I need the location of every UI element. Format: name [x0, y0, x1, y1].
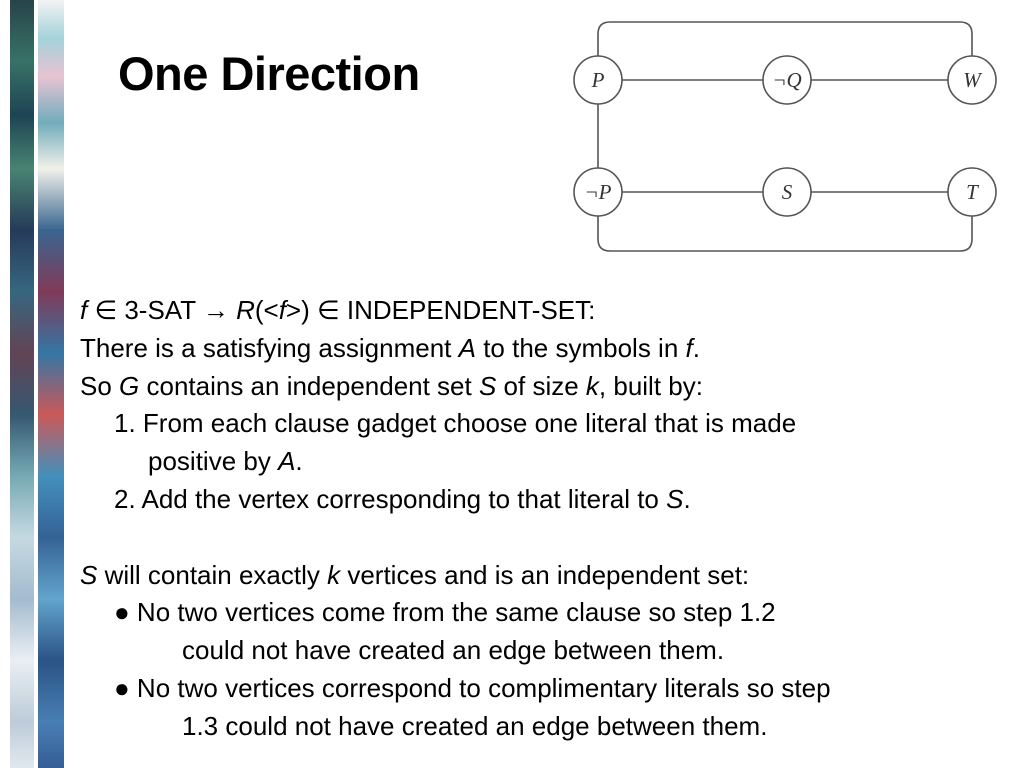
step-2: 2. Add the vertex corresponding to that literal to S.: [114, 483, 691, 514]
slide-title: One Direction: [118, 47, 420, 100]
step-1-continued: positive by A.: [148, 446, 303, 477]
bullet-complementary: ● No two vertices correspond to complimentary literals so step: [114, 672, 831, 703]
bullet-complementary-continued: 1.3 could not have created an edge between them.: [182, 710, 768, 741]
reduction-statement: f ∈ 3-SAT → R(<f>) ∈ INDEPENDENT-SET:: [80, 295, 596, 325]
bullet-same-clause-continued: could not have created an edge between them.: [182, 635, 725, 666]
slide-body: [80, 292, 1000, 746]
node-label-p: P: [591, 68, 605, 92]
decorative-strip-right: [38, 0, 64, 768]
node-label-not-q: ¬Q: [772, 68, 802, 92]
bullet-same-clause: ● No two vertices come from the same clause so step 1.2: [114, 597, 776, 628]
node-label-not-p: ¬P: [584, 180, 612, 204]
blank-line: [80, 519, 1000, 557]
node-label-t: T: [966, 180, 978, 204]
edge-notp-t-outer: [598, 214, 972, 251]
node-label-s: S: [781, 180, 793, 204]
independent-set-line: So G contains an independent set S of size k, built by:: [80, 370, 703, 401]
decorative-strip-left: [10, 0, 34, 768]
graph-diagram: [560, 14, 1000, 264]
assignment-line: There is a satisfying assignment A to the symbols in f.: [80, 332, 700, 363]
edge-p-w-outer: [598, 22, 972, 59]
size-statement: S will contain exactly k vertices and is an independent set:: [80, 559, 750, 590]
node-label-w: W: [963, 68, 981, 92]
step-1: 1. From each clause gadget choose one literal that is made: [114, 408, 797, 439]
